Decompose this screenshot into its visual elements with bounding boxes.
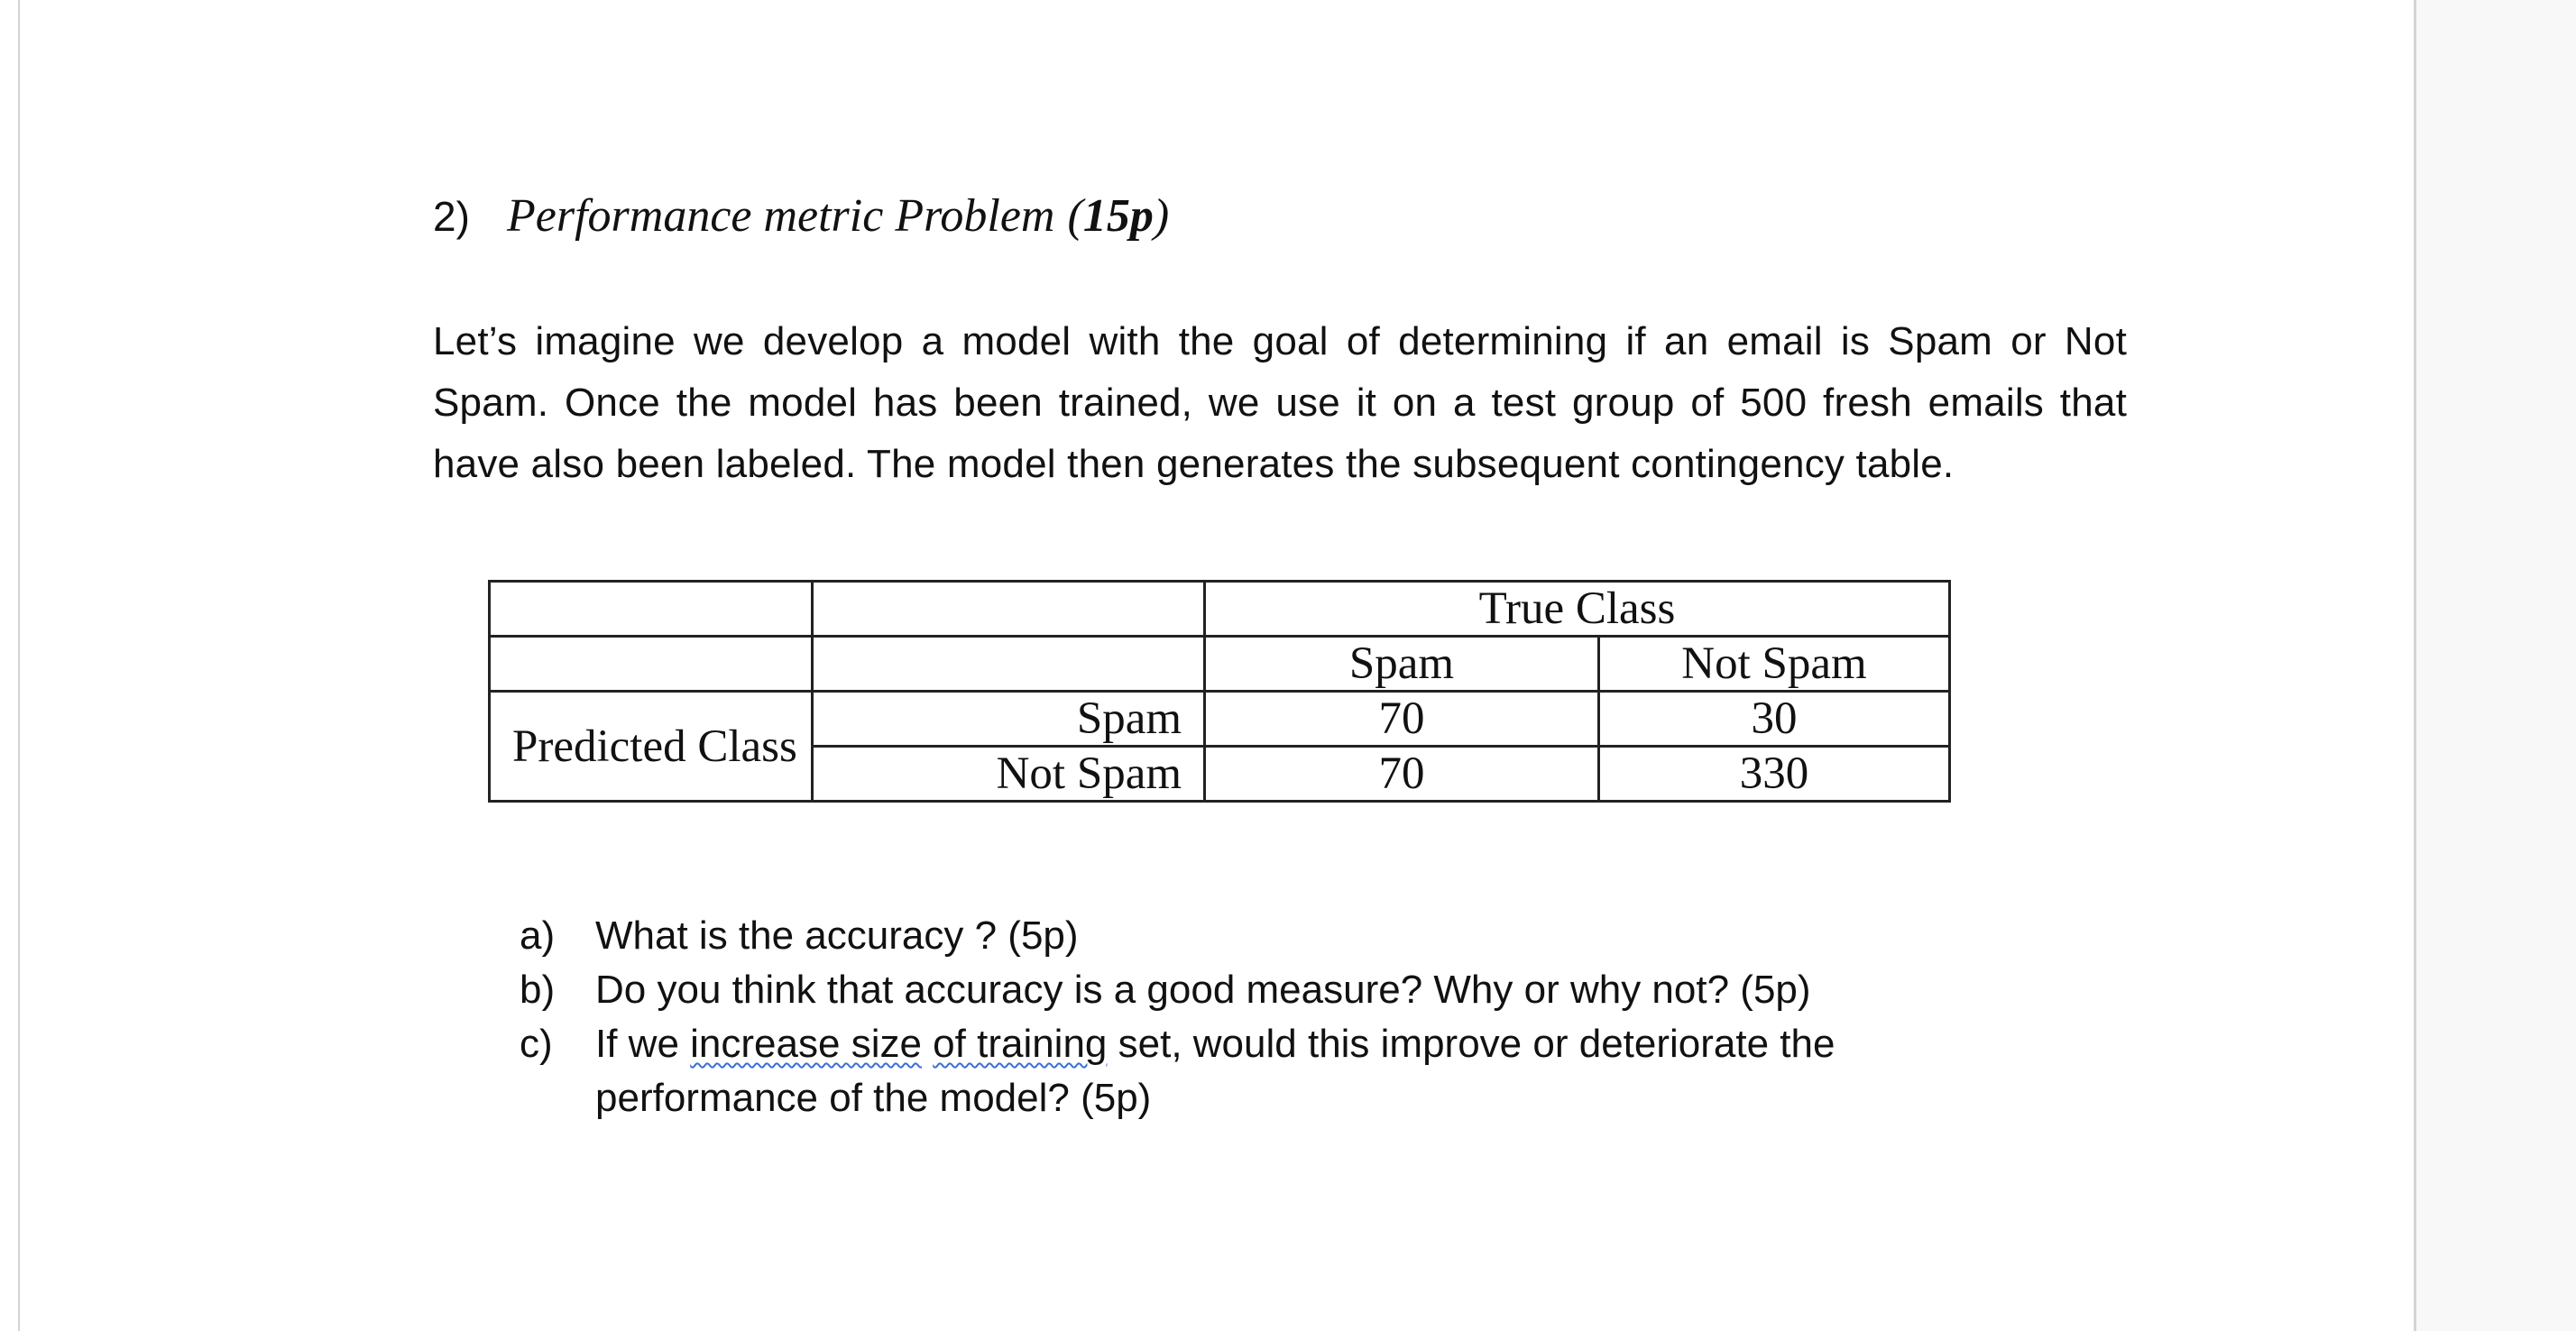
- question-number: 2): [433, 193, 470, 240]
- list-marker: a): [520, 913, 556, 958]
- sub-questions-list: [520, 909, 1963, 1125]
- column-header-spam: Spam: [1205, 637, 1599, 692]
- question-c-text: If we increase size of training set, would this improve or deteriorate the performance of the model? (5p): [595, 1022, 1835, 1120]
- list-marker: c): [520, 1022, 553, 1066]
- problem-description: Let’s imagine we develop a model with the goal of determining if an email is Spam or Not Spam. Once the model has been trained, we use it on a test group of 500 fresh emails that have also been labeled. The model then generates the subsequent contingency table.: [433, 319, 2127, 486]
- list-item: [520, 909, 1963, 963]
- question-heading: [433, 189, 1169, 252]
- table-cell-empty: [813, 637, 1205, 692]
- list-item: [520, 1017, 1963, 1125]
- contingency-table: [488, 580, 1951, 803]
- list-item: [520, 963, 1963, 1017]
- right-gutter: [2416, 0, 2576, 1331]
- list-marker: b): [520, 968, 556, 1012]
- cell-value: 30: [1599, 692, 1950, 747]
- page-left-edge: [18, 0, 20, 1331]
- cell-value: 330: [1599, 747, 1950, 802]
- spellcheck-flagged-phrase[interactable]: of training: [933, 1022, 1108, 1066]
- spellcheck-flagged-phrase[interactable]: increase size: [690, 1022, 922, 1066]
- question-a-text: What is the accuracy ? (5p): [595, 913, 1079, 958]
- question-b-text: Do you think that accuracy is a good measure? Why or why not? (5p): [595, 968, 1811, 1012]
- table-row: [490, 637, 1950, 692]
- table-cell-empty: [813, 582, 1205, 637]
- question-points: (15p): [1067, 190, 1170, 242]
- table-cell-empty: [490, 637, 813, 692]
- cell-value: 70: [1205, 692, 1599, 747]
- table-cell-empty: [490, 582, 813, 637]
- true-class-header: True Class: [1205, 582, 1950, 637]
- question-title: Performance metric Problem: [507, 190, 1055, 242]
- predicted-class-label: Predicted Class: [490, 692, 813, 802]
- row-label-spam: Spam: [813, 692, 1205, 747]
- table-row: [490, 582, 1950, 637]
- cell-value: 70: [1205, 747, 1599, 802]
- column-header-not-spam: Not Spam: [1599, 637, 1950, 692]
- table-row: [490, 692, 1950, 747]
- row-label-not-spam: Not Spam: [813, 747, 1205, 802]
